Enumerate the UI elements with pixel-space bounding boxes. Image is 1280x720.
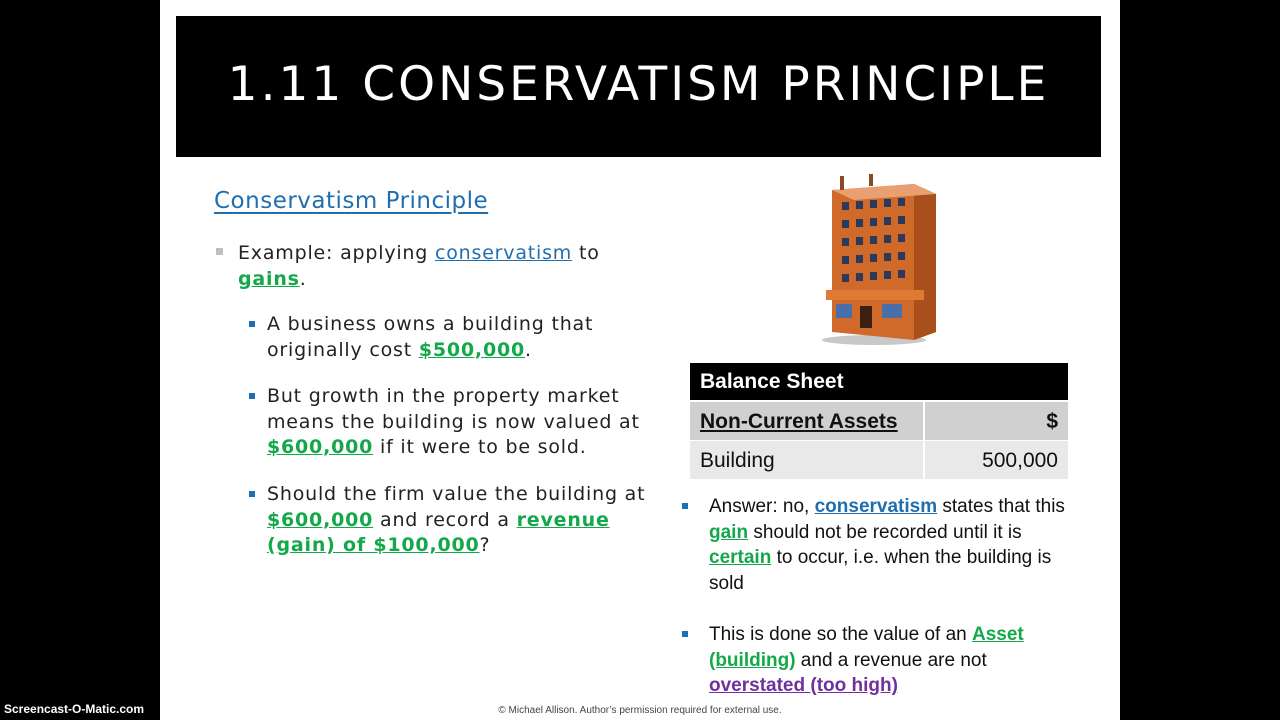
office-building-image <box>814 172 944 347</box>
market-value: $600,000 <box>267 436 374 458</box>
bullet-text: A business owns a building that originally cost <box>267 313 594 361</box>
square-bullet-icon <box>249 321 255 327</box>
gain-link[interactable]: gain <box>709 521 749 543</box>
asset-link[interactable]: Asset (building) <box>709 624 1024 671</box>
sub-bullet-2 <box>267 384 667 461</box>
section-heading: Conservatism Principle <box>214 188 489 214</box>
sub-bullet-3 <box>267 482 662 559</box>
balance-sheet-title <box>690 363 1068 400</box>
revenue-link[interactable]: revenue (gain) of $100,000 <box>267 508 610 556</box>
square-bullet-icon <box>216 248 223 255</box>
market-value: $600,000 <box>267 508 374 531</box>
certain-link[interactable]: certain <box>709 547 772 568</box>
currency-label: $ <box>1046 410 1058 433</box>
square-bullet-icon <box>249 393 255 399</box>
overstated-link[interactable]: overstated (too high) <box>709 675 898 696</box>
slide-title: 1.11 CONSERVATISM PRINCIPLE <box>227 57 1050 112</box>
copyright-footer: © Michael Allison. Author’s permission required for external use. <box>498 705 782 716</box>
square-bullet-icon <box>682 503 688 509</box>
answer-bullet <box>709 494 1089 596</box>
example-text-to: to <box>572 242 600 264</box>
square-bullet-icon <box>249 491 255 497</box>
cost-value: $500,000 <box>418 338 526 361</box>
sub-bullet-1 <box>267 312 667 363</box>
example-bullet <box>238 240 658 292</box>
answer-text: states that this <box>937 496 1065 517</box>
conservatism-link[interactable]: conservatism <box>434 242 573 264</box>
bullet-end: ? <box>479 534 491 556</box>
bullet-text: Should the firm value the building at <box>267 483 646 505</box>
balance-sheet-building-row <box>690 441 1068 479</box>
bullet-end: if it were to be sold. <box>373 436 587 458</box>
balance-sheet-title-text: Balance Sheet <box>700 370 844 393</box>
square-bullet-icon <box>682 631 688 637</box>
building-label: Building <box>700 449 775 472</box>
answer-text: Answer: no, <box>709 496 815 517</box>
answer-text: should not be recorded until it is <box>748 521 1022 543</box>
reason-text: This is done so the value of an <box>709 624 972 645</box>
title-bar <box>176 16 1101 157</box>
reason-text: and a revenue are not <box>795 649 987 671</box>
example-text: Example: applying <box>238 242 435 264</box>
gains-link[interactable]: gains <box>238 268 300 290</box>
bullet-text: But growth in the property market means the building is now valued at <box>267 385 640 433</box>
conservatism-link[interactable]: conservatism <box>814 496 938 517</box>
non-current-assets-label: Non-Current Assets <box>700 410 898 433</box>
screencast-watermark: Screencast-O-Matic.com <box>4 702 145 716</box>
bullet-mid: and record a <box>373 508 517 531</box>
balance-sheet-header-row <box>690 402 1068 440</box>
bullet-end: . <box>525 338 532 361</box>
reason-bullet <box>709 622 1049 699</box>
slide <box>160 0 1120 720</box>
building-value: 500,000 <box>982 449 1058 472</box>
example-period: . <box>299 268 307 290</box>
answer-text: to occur, i.e. when the building is sold <box>709 547 1052 594</box>
